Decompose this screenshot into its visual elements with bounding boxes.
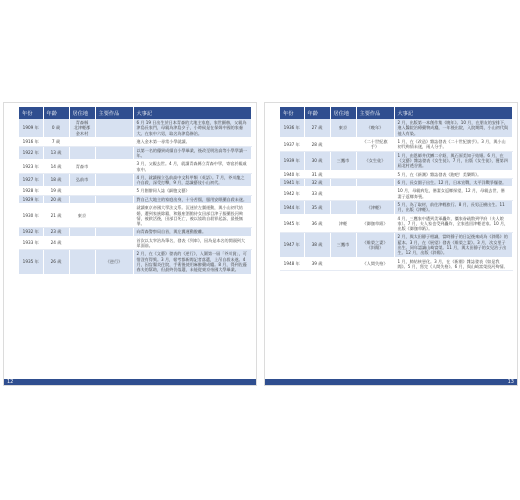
cell-event: 以第一名的優異成績自小學畢業，後改至明治高等小學學讀一年。 [133, 146, 251, 160]
cell-place [69, 236, 95, 250]
cell-event: 向青森警察局自首，與左翼運動脫離。 [133, 228, 251, 236]
cell-year: 1932 年 [19, 228, 43, 236]
header-events: 大事記 [133, 107, 251, 119]
table-row [19, 228, 251, 236]
cell-works: 《御伽草紙》 [356, 214, 394, 233]
cell-age: 18 歲 [43, 173, 69, 187]
cell-age: 19 歲 [43, 187, 69, 195]
cell-works: 《津輕》 [356, 201, 394, 215]
table-row [19, 250, 251, 274]
table-row [19, 187, 251, 195]
cell-place [69, 195, 95, 203]
cell-works: 《維榮之妻》 《斜陽》 [356, 233, 394, 257]
cell-place [69, 146, 95, 160]
cell-year: 1923 年 [19, 160, 43, 174]
chronology-table-left [19, 107, 252, 275]
header-year: 年份 [19, 107, 43, 119]
right-page [264, 102, 518, 386]
cell-year: 1935 年 [19, 250, 43, 274]
cell-year: 1929 年 [19, 195, 43, 203]
cell-age: 35 歲 [304, 201, 330, 215]
cell-place: 津輕 [330, 214, 356, 233]
cell-works [356, 179, 394, 187]
cell-event: 10 月，母親病危，偕妻女返鄉探望，12 月，母親去世，偕妻子返鄉奔喪。 [394, 187, 512, 201]
table-row [19, 160, 251, 174]
table-row [19, 195, 251, 203]
table-row [280, 214, 512, 233]
cell-event: 5 月，為了取材，前往津輕旅行。8 月，長男正樹出生。11 月，出版《津輕》。 [394, 201, 512, 215]
cell-place: 青森縣 北津輕郡 金木村 [69, 119, 95, 138]
table-row [280, 233, 512, 257]
cell-place: 東京 [330, 119, 356, 137]
cell-place: 青森市 [69, 160, 95, 174]
table-body-left [19, 119, 251, 274]
cell-age: 7 歲 [43, 138, 69, 146]
table-row [19, 236, 251, 250]
cell-place [330, 179, 356, 187]
cell-age: 20 歲 [43, 195, 69, 203]
header-place: 居住地 [69, 107, 95, 119]
cell-works: 《晚年》 [356, 119, 394, 137]
cell-place: 三鷹市 [330, 233, 356, 257]
cell-age: 33 歲 [304, 187, 330, 201]
table-row [280, 257, 512, 271]
cell-place: 弘前市 [69, 173, 95, 187]
cell-works [356, 187, 394, 201]
cell-works: 《逆行》 [95, 250, 133, 274]
cell-place [330, 187, 356, 201]
cell-works [95, 138, 133, 146]
table-row [19, 146, 251, 160]
cell-age: 32 歲 [304, 179, 330, 187]
cell-year: 1941 年 [280, 179, 304, 187]
cell-works [95, 173, 133, 187]
cell-age: 13 歲 [43, 146, 69, 160]
table-row [280, 137, 512, 151]
cell-event: 就讀東京帝國大學法文系。沉迷於左翼運動，與小山初代結婚，遭到家族除籍，和銀座酒館侍女田部目津子服藥投河殉情，被救活後，田部目死亡，被以協助自殺罪起訴，最後無罪。 [133, 204, 251, 228]
cell-works [95, 160, 133, 174]
cell-event: 首次以太宰治為筆名，發表《列車》，因為是本名的開頭到大眾面前。 [133, 236, 251, 250]
cell-event: 6 月 19 日出生於日本青森的大地主家庭，家世顯赫，父親為津島長家門，母親為津島夕子，小時候是在保姆中國的家養大。在家中六男，取名為津島修治。 [133, 119, 251, 138]
footer-bar [4, 379, 256, 385]
cell-event: 1 月，由恩師井伏鱒二介紹，與石原美知子結婚。6 月，在《文藝》雜誌發表《女生徒》。7 月，出版《女生徒》，獲第四屆北村透谷賞。 [394, 151, 512, 170]
cell-age: 24 歲 [43, 236, 69, 250]
cell-year: 1945 年 [280, 214, 304, 233]
cell-place [69, 138, 95, 146]
table-body-right [280, 119, 512, 271]
cell-event: 2 月，出版第一本創作集《晚年》。10 月，在朋友的安排下，進入醫院治療藥物成癮，一年後出院，入院期間，小山初代與他人有染。 [394, 119, 512, 137]
cell-year: 1942 年 [280, 187, 304, 201]
table-row [280, 170, 512, 178]
cell-year: 1948 年 [280, 257, 304, 271]
cell-event: 2 月，與太田靜子相識，當時靜子的日記後來成為《斜陽》的藍本。3 月，在《展望》發表《維榮之妻》。3 月，次女里子出生。同年認識山崎富榮。11 月，與太田靜子的女兒治子出生。12 月，出版《斜陽》。 [394, 233, 512, 257]
table-row [280, 201, 512, 215]
cell-works [95, 236, 133, 250]
cell-event: 3 月，父親去世。4 月，就讀青森縣立青森中學，寄宿於親戚家中。 [133, 160, 251, 174]
cell-place [330, 170, 356, 178]
cell-works: 《人間失格》 [356, 257, 394, 271]
chronology-table-right [280, 107, 513, 271]
cell-place [69, 187, 95, 195]
cell-works [95, 119, 133, 138]
page-number-right: 13 [507, 379, 514, 385]
cell-works [356, 170, 394, 178]
cell-place [330, 257, 356, 271]
cell-year: 1916 年 [19, 138, 43, 146]
header-works: 主要作品 [95, 107, 133, 119]
cell-place [69, 250, 95, 274]
cell-place [330, 201, 356, 215]
table-row [280, 187, 512, 201]
cell-works: 《二十世紀旗手》 [356, 137, 394, 151]
footer-bar [265, 379, 517, 385]
cell-event: 2 月，在《文藝》發表的《逆行》，入圍第一屆「芥川賞」，可惜沒有得獎。3 月，報考都新聞記者落選，上吊自殺未遂。4 月，因盲腸炎住院，手術後使用麻醉藥成癮。8 月，得到佐藤春夫的幫助，但最終仍落選，未能從東京帝國大學畢業。 [133, 250, 251, 274]
table-header-row [19, 107, 251, 119]
cell-event: 5 月，在《新潮》雜誌發表《跑吧！美樂斯》。 [394, 170, 512, 178]
cell-event: 4 月，就讀國立弘前高中文科甲類（英語）。7 月，芥川龍之介自殺，深受打擊，9 月，認識藝伎小山初代。 [133, 173, 251, 187]
cell-year: 1940 年 [280, 170, 304, 178]
cell-works [95, 228, 133, 236]
cell-year: 1939 年 [280, 151, 304, 170]
cell-event: 進入金木第一尋常小學就讀。 [133, 138, 251, 146]
header-age: 年齡 [43, 107, 69, 119]
cell-year: 1937 年 [280, 137, 304, 151]
cell-age: 39 歲 [304, 257, 330, 271]
cell-year: 1944 年 [280, 201, 304, 215]
table-row [19, 173, 251, 187]
cell-age: 38 歲 [304, 233, 330, 257]
page-number-left: 12 [7, 379, 14, 385]
cell-event: 1 月，肺結核惡化。3 月，在《新潮》雜誌發表《如是我聞》。5 月，寫完《人間失格》。6 月，與山崎富榮投河殉情。 [394, 257, 512, 271]
left-page [3, 102, 257, 386]
cell-event: 4 月，三鷹家中遭到美軍轟炸，攜家眷疏散到甲府（夫人娘家）。7 月，夫人家也受到轟炸，全家逃回津輕老家。10 月，出版《御伽草紙》。 [394, 214, 512, 233]
cell-year: 1936 年 [280, 119, 304, 137]
cell-event: 6 月，長女園子出生。12 月，日本宣戰，太平洋戰爭爆發。 [394, 179, 512, 187]
cell-age: 21 歲 [43, 204, 69, 228]
table-row [19, 204, 251, 228]
table-row [19, 138, 251, 146]
cell-works: 《女生徒》 [356, 151, 394, 170]
cell-age: 23 歲 [43, 228, 69, 236]
header-age: 年齡 [304, 107, 330, 119]
cell-works [95, 195, 133, 203]
cell-event: 對自己大地主的家庭出身，十分苦惱，服用安眠藥自殺未遂。 [133, 195, 251, 203]
cell-year: 1933 年 [19, 236, 43, 250]
cell-age: 14 歲 [43, 160, 69, 174]
cell-place [330, 137, 356, 151]
header-events: 大事記 [394, 107, 512, 119]
table-row [280, 179, 512, 187]
cell-age: 0 歲 [43, 119, 69, 138]
header-works: 主要作品 [356, 107, 394, 119]
cell-age: 28 歲 [304, 137, 330, 151]
cell-event: 1 月，在《改造》雜誌發表《二十世紀旗手》。3 月，與小山初代殉情未遂，兩人分手。 [394, 137, 512, 151]
cell-age: 27 歲 [304, 119, 330, 137]
cell-event: 5 月創辦同人誌《細胞文藝》 [133, 187, 251, 195]
cell-age: 30 歲 [304, 151, 330, 170]
cell-year: 1909 年 [19, 119, 43, 138]
table-row [280, 151, 512, 170]
table-row [280, 119, 512, 137]
header-year: 年份 [280, 107, 304, 119]
table-header-row [280, 107, 512, 119]
cell-year: 1930 年 [19, 204, 43, 228]
cell-works [95, 187, 133, 195]
cell-works [95, 204, 133, 228]
cell-year: 1922 年 [19, 146, 43, 160]
cell-age: 31 歲 [304, 170, 330, 178]
cell-place [69, 228, 95, 236]
cell-place: 東京 [69, 204, 95, 228]
header-place: 居住地 [330, 107, 356, 119]
cell-year: 1947 年 [280, 233, 304, 257]
cell-year: 1927 年 [19, 173, 43, 187]
table-row [19, 119, 251, 138]
cell-year: 1928 年 [19, 187, 43, 195]
cell-place: 三鷹市 [330, 151, 356, 170]
cell-age: 36 歲 [304, 214, 330, 233]
cell-works [95, 146, 133, 160]
cell-age: 26 歲 [43, 250, 69, 274]
